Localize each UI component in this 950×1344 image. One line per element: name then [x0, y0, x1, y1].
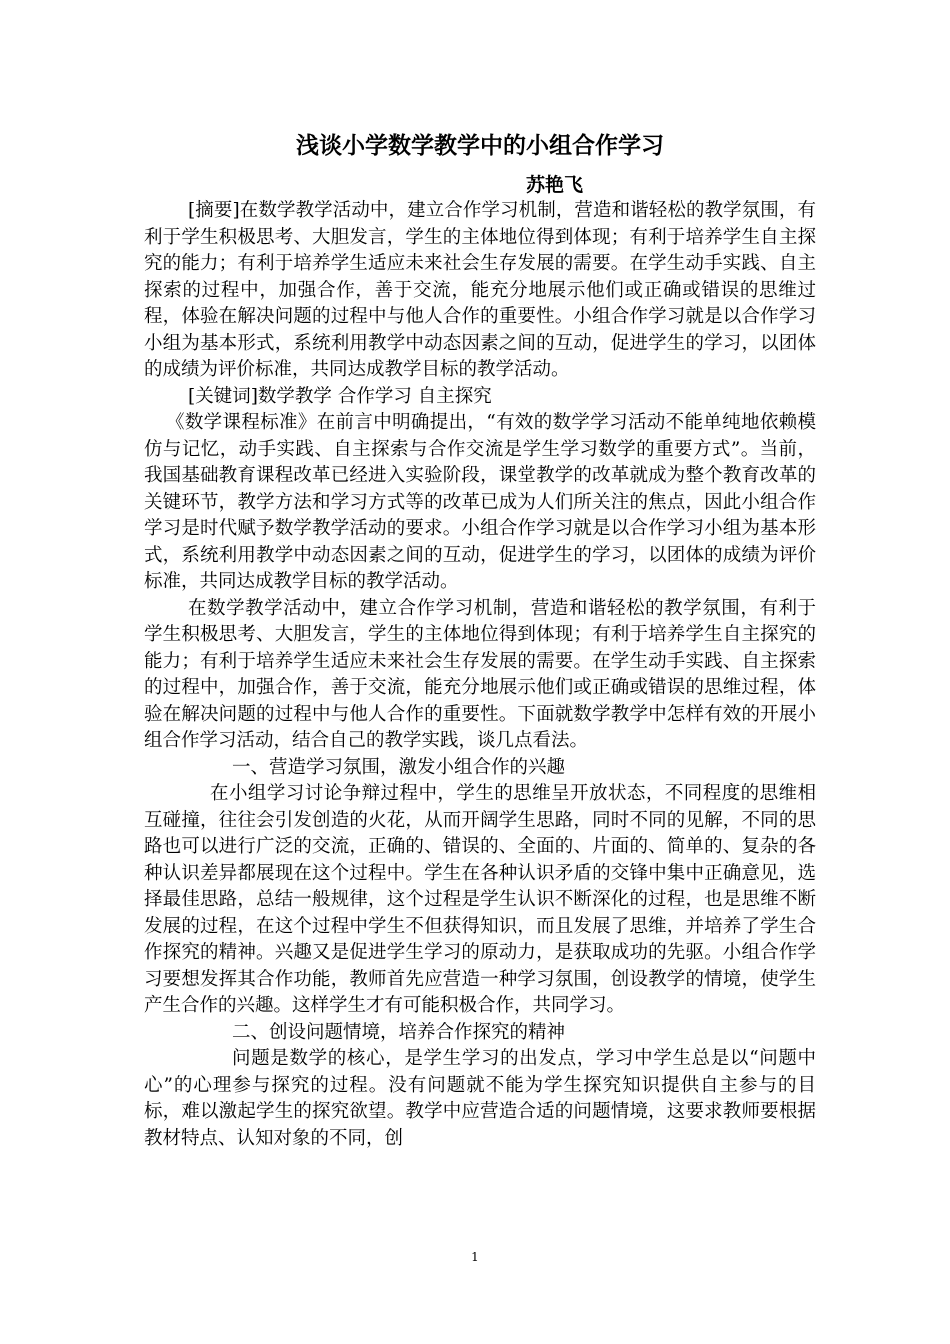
- page-number: 1: [471, 1250, 479, 1264]
- document-content: [144, 130, 816, 1152]
- section-heading-2: 二、创设问题情境，培养合作探究的精神: [232, 1021, 566, 1043]
- document-title: 浅谈小学数学教学中的小组合作学习: [296, 132, 664, 159]
- section-2-paragraph: 问题是数学的核心，是学生学习的出发点，学习中学生总是以“问题中心”的心理参与探究的过程。没有问题就不能为学生探究知识提供自主参与的目标，难以激起学生的探究欲望。教学中应营造合适的问题情境，这要求教师要根据教材特点、认知对象的不同，创: [144, 1048, 816, 1149]
- keywords-paragraph: [关键词]数学教学 合作学习 自主探究: [188, 385, 492, 407]
- section-1-paragraph: 在小组学习讨论争辩过程中，学生的思维呈开放状态，不同程度的思维相互碰撞，往往会引发创造的火花，从而开阔学生思路，同时不同的见解，不同的思路也可以进行广泛的交流，正确的、错误的、全面的、片面的、简单的、复杂的各种认识差异都展现在这个过程中。学生在各种认识矛盾的交锋中集中正确意见，选择最佳思路，总结一般规律，这个过程是学生认识不断深化的过程，也是思维不断发展的过程，在这个过程中学生不但获得知识，而且发展了思维，并培养了学生合作探究的精神。兴趣又是促进学生学习的原动力，是获取成功的先驱。小组合作学习要想发挥其合作功能，教师首先应营造一种学习氛围，创设教学的情境，使学生产生合作的兴趣。这样学生才有可能积极合作，共同学习。: [144, 783, 816, 1016]
- abstract-paragraph: [摘要]在数学教学活动中，建立合作学习机制，营造和谐轻松的教学氛围，有利于学生积极思考、大胆发言，学生的主体地位得到体现；有利于培养学生自主探究的能力；有利于培养学生适应未来社会生存发展的需要。在学生动手实践、自主探索的过程中，加强合作，善于交流，能充分地展示他们或正确或错误的思维过程，体验在解决问题的过程中与他人合作的重要性。小组合作学习就是以合作学习小组为基本形式，系统利用教学中动态因素之间的互动，促进学生的学习，以团体的成绩为评价标准，共同达成教学目标的教学活动。: [144, 200, 816, 380]
- section-heading-1: 一、营造学习氛围，激发小组合作的兴趣: [232, 756, 566, 778]
- body-paragraph-1: 《数学课程标准》在前言中明确提出，“有效的数学学习活动不能单纯地依赖模仿与记忆，动手实践、自主探索与合作交流是学生学习数学的重要方式”。当前，我国基础教育课程改革已经进入实验阶段，课堂教学的改革就成为整个教育改革的关键环节，教学方法和学习方式等的改革已成为人们所关注的焦点，因此小组合作学习是时代赋予数学教学活动的要求。小组合作学习就是以合作学习小组为基本形式，系统利用教学中动态因素之间的互动，促进学生的学习，以团体的成绩为评价标准，共同达成教学目标的教学活动。: [144, 412, 816, 592]
- body-paragraph-2: 在数学教学活动中，建立合作学习机制，营造和谐轻松的教学氛围，有利于学生积极思考、大胆发言，学生的主体地位得到体现；有利于培养学生自主探究的能力；有利于培养学生适应未来社会生存发展的需要。在学生动手实践、自主探索的过程中，加强合作，善于交流，能充分地展示他们或正确或错误的思维过程，体验在解决问题的过程中与他人合作的重要性。下面就数学教学中怎样有效的开展小组合作学习活动，结合自己的教学实践，谈几点看法。: [144, 597, 816, 751]
- document-author: 苏艳飞: [526, 174, 584, 196]
